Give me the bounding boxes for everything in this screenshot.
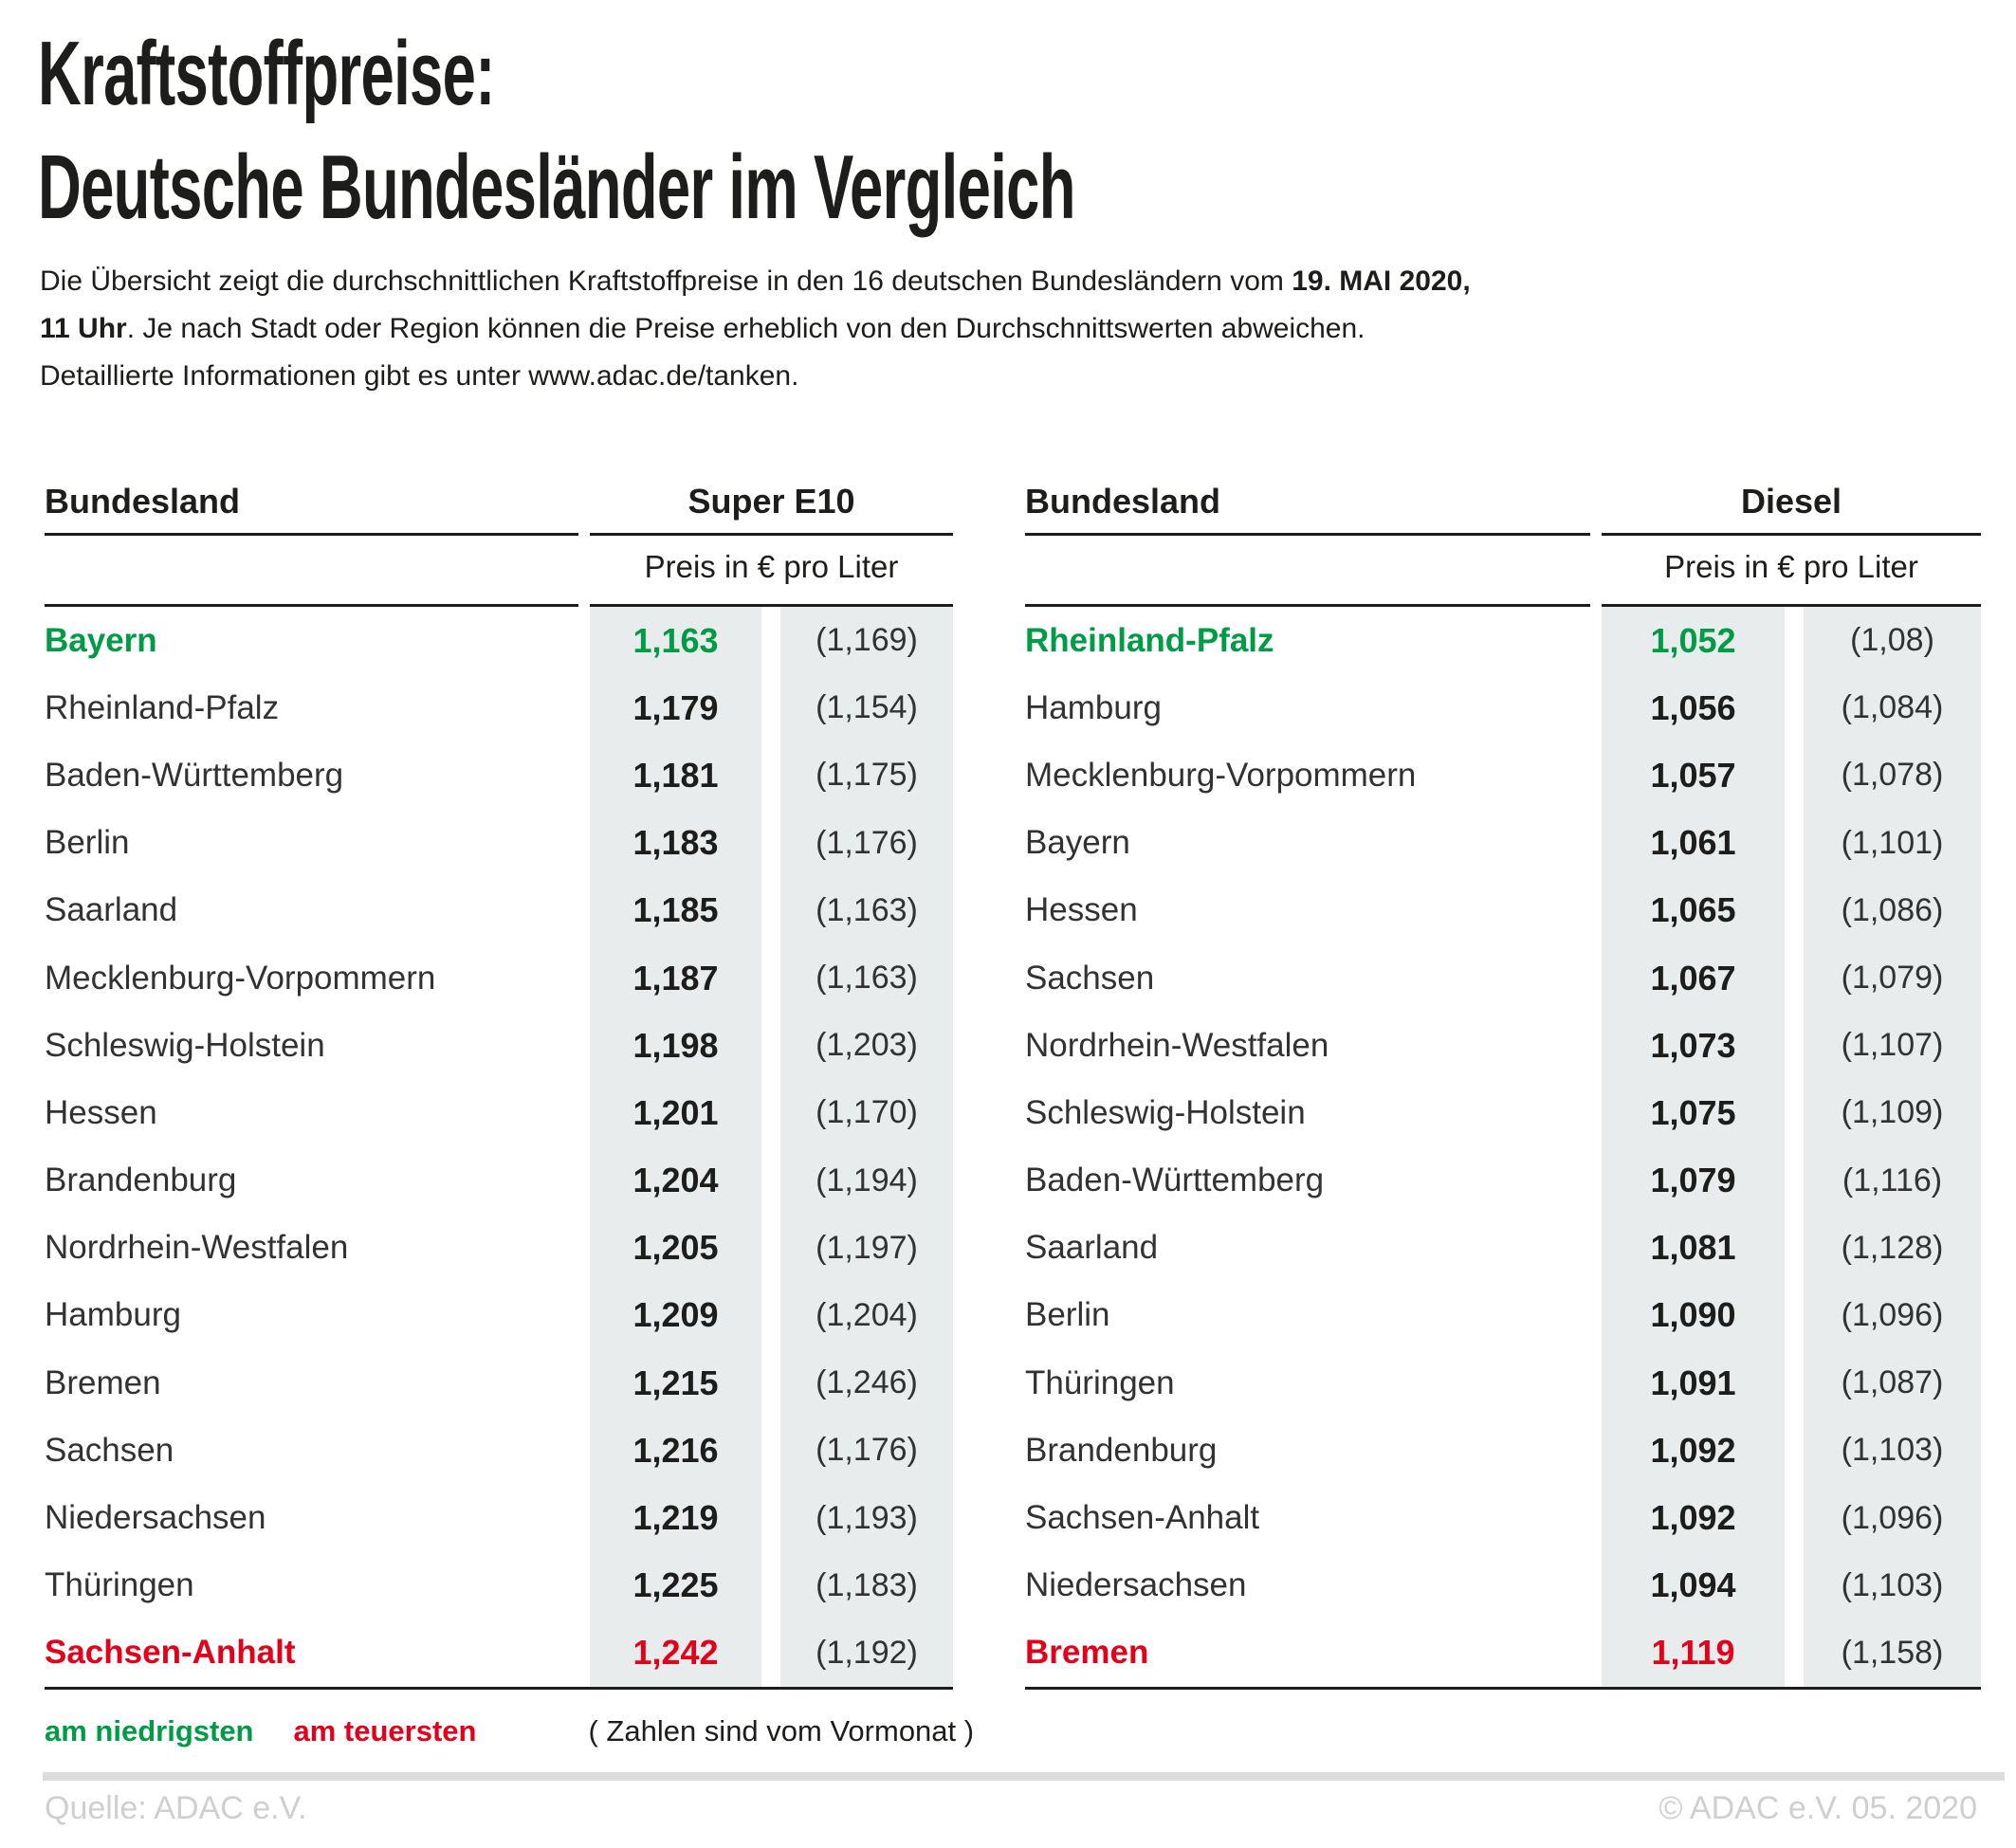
price-value: 1,075 bbox=[1602, 1079, 1785, 1146]
price-unit-header-cell bbox=[590, 536, 953, 607]
column-gap bbox=[761, 1417, 780, 1484]
column-gap bbox=[761, 741, 780, 809]
column-gap bbox=[1785, 1484, 1804, 1551]
previous-month-value: (1,107) bbox=[1804, 1012, 1981, 1079]
price-value: 1,225 bbox=[590, 1552, 761, 1619]
column-gap bbox=[761, 810, 780, 877]
previous-month-value: (1,103) bbox=[1804, 1552, 1981, 1619]
column-gap bbox=[1785, 1012, 1804, 1079]
table-row bbox=[45, 1417, 953, 1484]
price-value: 1,187 bbox=[590, 944, 761, 1012]
subheader-spacer bbox=[45, 536, 578, 607]
state-name: Mecklenburg-Vorpommern bbox=[1025, 756, 1417, 794]
table-row bbox=[45, 1147, 953, 1215]
state-name: Niedersachsen bbox=[45, 1499, 266, 1537]
subheader-spacer bbox=[1025, 536, 1590, 607]
price-value: 1,242 bbox=[590, 1619, 761, 1687]
state-name: Schleswig-Holstein bbox=[45, 1026, 325, 1064]
previous-month-value: (1,101) bbox=[1804, 810, 1981, 877]
copyright-text: © ADAC e.V. 05. 2020 bbox=[1659, 1790, 1977, 1826]
price-value: 1,091 bbox=[1602, 1349, 1785, 1417]
table-row bbox=[45, 810, 953, 877]
table-row bbox=[45, 1552, 953, 1619]
price-value: 1,201 bbox=[590, 1079, 761, 1146]
state-name: Berlin bbox=[45, 824, 130, 862]
table-row bbox=[45, 1349, 953, 1417]
legend-highest-label: am teuersten bbox=[293, 1714, 477, 1747]
fuel-header-cell bbox=[590, 471, 953, 536]
previous-month-value: (1,163) bbox=[780, 944, 953, 1012]
state-name: Hessen bbox=[45, 1093, 157, 1131]
column-gap bbox=[1785, 1349, 1804, 1417]
price-unit-header-cell bbox=[1602, 536, 1981, 607]
price-value: 1,073 bbox=[1602, 1012, 1785, 1079]
price-value: 1,090 bbox=[1602, 1282, 1785, 1349]
state-name: Hamburg bbox=[45, 1296, 181, 1334]
table-row bbox=[1025, 741, 1981, 809]
previous-month-value: (1,08) bbox=[1804, 607, 1981, 674]
table-subheader-row bbox=[1025, 536, 1981, 607]
column-gap bbox=[761, 1215, 780, 1282]
column-gap bbox=[1785, 1282, 1804, 1349]
table-row bbox=[45, 944, 953, 1012]
table-row bbox=[1025, 944, 1981, 1012]
table-row bbox=[1025, 810, 1981, 877]
column-gap bbox=[1785, 877, 1804, 944]
price-value: 1,057 bbox=[1602, 741, 1785, 809]
previous-month-value: (1,193) bbox=[780, 1484, 953, 1551]
source-text: Quelle: ADAC e.V. bbox=[45, 1790, 307, 1826]
column-gap bbox=[761, 674, 780, 741]
table-row bbox=[1025, 1079, 1981, 1146]
price-unit-header: Preis in € pro Liter bbox=[1664, 549, 1918, 584]
table-row bbox=[1025, 1619, 1981, 1687]
table-subheader-row bbox=[45, 536, 953, 607]
previous-month-value: (1,086) bbox=[1804, 877, 1981, 944]
column-gap bbox=[1785, 1079, 1804, 1146]
previous-month-value: (1,109) bbox=[1804, 1079, 1981, 1146]
column-gap bbox=[1785, 607, 1804, 674]
table-row bbox=[45, 877, 953, 944]
state-name: Nordrhein-Westfalen bbox=[45, 1229, 349, 1267]
table-row bbox=[1025, 877, 1981, 944]
table-super-e10 bbox=[45, 471, 953, 1690]
table-row bbox=[45, 1215, 953, 1282]
state-name: Bremen bbox=[45, 1363, 161, 1401]
price-value: 1,067 bbox=[1602, 944, 1785, 1012]
column-gap bbox=[761, 1282, 780, 1349]
column-gap bbox=[761, 1349, 780, 1417]
price-value: 1,216 bbox=[590, 1417, 761, 1484]
price-value: 1,065 bbox=[1602, 877, 1785, 944]
price-value: 1,205 bbox=[590, 1215, 761, 1282]
table-header-row bbox=[45, 471, 953, 536]
table-row bbox=[1025, 1012, 1981, 1079]
previous-month-value: (1,203) bbox=[780, 1012, 953, 1079]
table-row bbox=[1025, 1417, 1981, 1484]
state-name: Brandenburg bbox=[1025, 1431, 1218, 1469]
column-gap bbox=[761, 1619, 780, 1687]
column-gap bbox=[761, 1012, 780, 1079]
bundesland-header: Bundesland bbox=[45, 482, 241, 521]
table-row bbox=[45, 741, 953, 809]
table-row bbox=[45, 674, 953, 741]
intro-line-2 bbox=[40, 305, 1471, 353]
price-value: 1,215 bbox=[590, 1349, 761, 1417]
price-value: 1,183 bbox=[590, 810, 761, 877]
previous-month-value: (1,096) bbox=[1804, 1484, 1981, 1551]
footer bbox=[45, 1790, 1977, 1827]
column-gap bbox=[761, 1147, 780, 1215]
state-name: Mecklenburg-Vorpommern bbox=[45, 959, 436, 997]
column-gap bbox=[761, 607, 780, 674]
state-name: Saarland bbox=[45, 891, 178, 929]
previous-month-value: (1,192) bbox=[780, 1619, 953, 1687]
state-name: Hessen bbox=[1025, 891, 1138, 929]
previous-month-value: (1,170) bbox=[780, 1079, 953, 1146]
table-row bbox=[1025, 1349, 1981, 1417]
state-name: Rheinland-Pfalz bbox=[1025, 621, 1274, 659]
column-gap bbox=[761, 1484, 780, 1551]
state-name: Baden-Württemberg bbox=[1025, 1162, 1325, 1199]
intro-url-text: Detaillierte Informationen gibt es unter www.adac.de/tanken. bbox=[40, 360, 799, 392]
state-name: Bayern bbox=[1025, 824, 1130, 862]
table-row bbox=[45, 1079, 953, 1146]
table-header-row bbox=[1025, 471, 1981, 536]
price-value: 1,079 bbox=[1602, 1147, 1785, 1215]
intro-text-regular: . Je nach Stadt oder Region können die Preise erheblich von den Durchschnittswerten abweichen. bbox=[126, 313, 1365, 344]
price-value: 1,204 bbox=[590, 1147, 761, 1215]
previous-month-value: (1,084) bbox=[1804, 674, 1981, 741]
state-name: Thüringen bbox=[1025, 1363, 1175, 1401]
intro-line-1 bbox=[40, 258, 1471, 305]
column-gap bbox=[1785, 810, 1804, 877]
state-name: Sachsen-Anhalt bbox=[45, 1634, 296, 1672]
table-row bbox=[1025, 674, 1981, 741]
table-row bbox=[45, 1282, 953, 1349]
previous-month-value: (1,078) bbox=[1804, 741, 1981, 809]
price-value: 1,219 bbox=[590, 1484, 761, 1551]
footer-divider-bar bbox=[43, 1772, 2005, 1781]
table-row bbox=[45, 1484, 953, 1551]
state-name: Bayern bbox=[45, 621, 157, 659]
state-name: Brandenburg bbox=[45, 1162, 237, 1199]
state-name: Bremen bbox=[1025, 1634, 1149, 1672]
price-value: 1,181 bbox=[590, 741, 761, 809]
intro-date-bold: 19. MAI 2020, bbox=[1292, 265, 1471, 297]
page-title bbox=[38, 17, 1609, 245]
column-gap bbox=[1785, 1552, 1804, 1619]
table-row bbox=[1025, 1147, 1981, 1215]
title-line-1: Kraftstoffpreise: bbox=[38, 23, 495, 124]
state-name: Sachsen-Anhalt bbox=[1025, 1499, 1260, 1537]
column-gap bbox=[761, 1079, 780, 1146]
price-value: 1,092 bbox=[1602, 1417, 1785, 1484]
table-diesel bbox=[1025, 471, 1981, 1690]
previous-month-value: (1,176) bbox=[780, 810, 953, 877]
previous-month-value: (1,079) bbox=[1804, 944, 1981, 1012]
bundesland-header-cell bbox=[1025, 471, 1590, 536]
price-value: 1,163 bbox=[590, 607, 761, 674]
intro-line-3 bbox=[40, 353, 1471, 400]
column-gap bbox=[1785, 1417, 1804, 1484]
price-value: 1,081 bbox=[1602, 1215, 1785, 1282]
table-row bbox=[45, 607, 953, 674]
previous-month-value: (1,128) bbox=[1804, 1215, 1981, 1282]
title-line-2: Deutsche Bundesländer im Vergleich bbox=[38, 137, 1075, 238]
state-name: Rheinland-Pfalz bbox=[45, 688, 280, 726]
intro-time-bold: 11 Uhr bbox=[40, 313, 127, 344]
previous-month-value: (1,183) bbox=[780, 1552, 953, 1619]
previous-month-value: (1,175) bbox=[780, 741, 953, 809]
column-gap bbox=[1785, 1147, 1804, 1215]
column-gap bbox=[1785, 1619, 1804, 1687]
table-row bbox=[1025, 607, 1981, 674]
state-name: Sachsen bbox=[45, 1431, 174, 1469]
price-unit-header: Preis in € pro Liter bbox=[644, 549, 899, 584]
price-value: 1,119 bbox=[1602, 1619, 1785, 1687]
fuel-header-cell bbox=[1602, 471, 1981, 536]
previous-month-value: (1,169) bbox=[780, 607, 953, 674]
previous-month-value: (1,204) bbox=[780, 1282, 953, 1349]
state-name: Berlin bbox=[1025, 1296, 1110, 1334]
table-body bbox=[45, 607, 953, 1690]
previous-month-value: (1,158) bbox=[1804, 1619, 1981, 1687]
column-gap bbox=[1785, 674, 1804, 741]
table-row bbox=[1025, 1552, 1981, 1619]
column-gap bbox=[1785, 1215, 1804, 1282]
price-value: 1,092 bbox=[1602, 1484, 1785, 1551]
table-body bbox=[1025, 607, 1981, 1690]
price-value: 1,061 bbox=[1602, 810, 1785, 877]
previous-month-value: (1,246) bbox=[780, 1349, 953, 1417]
price-value: 1,179 bbox=[590, 674, 761, 741]
bundesland-header-cell bbox=[45, 471, 578, 536]
table-row bbox=[45, 1012, 953, 1079]
legend bbox=[45, 1714, 974, 1748]
price-value: 1,198 bbox=[590, 1012, 761, 1079]
state-name: Hamburg bbox=[1025, 688, 1162, 726]
price-value: 1,094 bbox=[1602, 1552, 1785, 1619]
column-gap bbox=[761, 944, 780, 1012]
previous-month-value: (1,103) bbox=[1804, 1417, 1981, 1484]
previous-month-value: (1,163) bbox=[780, 877, 953, 944]
column-gap bbox=[761, 877, 780, 944]
previous-month-value: (1,176) bbox=[780, 1417, 953, 1484]
previous-month-value: (1,116) bbox=[1804, 1147, 1981, 1215]
price-value: 1,052 bbox=[1602, 607, 1785, 674]
intro-text bbox=[40, 258, 1471, 400]
fuel-header: Diesel bbox=[1740, 482, 1842, 521]
state-name: Saarland bbox=[1025, 1229, 1159, 1267]
bundesland-header: Bundesland bbox=[1025, 482, 1221, 521]
price-value: 1,056 bbox=[1602, 674, 1785, 741]
state-name: Schleswig-Holstein bbox=[1025, 1093, 1306, 1131]
previous-month-value: (1,154) bbox=[780, 674, 953, 741]
intro-text-regular: Die Übersicht zeigt die durchschnittlichen Kraftstoffpreise in den 16 deutschen Bundesländern vom bbox=[40, 265, 1292, 297]
previous-month-value: (1,197) bbox=[780, 1215, 953, 1282]
state-name: Sachsen bbox=[1025, 959, 1155, 997]
table-row bbox=[1025, 1215, 1981, 1282]
column-gap bbox=[1785, 944, 1804, 1012]
table-row bbox=[1025, 1484, 1981, 1551]
previous-month-value: (1,087) bbox=[1804, 1349, 1981, 1417]
column-gap bbox=[1785, 741, 1804, 809]
previous-month-value: (1,096) bbox=[1804, 1282, 1981, 1349]
table-row bbox=[45, 1619, 953, 1687]
table-row bbox=[1025, 1282, 1981, 1349]
price-value: 1,209 bbox=[590, 1282, 761, 1349]
state-name: Baden-Württemberg bbox=[45, 756, 344, 794]
state-name: Nordrhein-Westfalen bbox=[1025, 1026, 1329, 1064]
fuel-header: Super E10 bbox=[687, 482, 855, 521]
legend-note: ( Zahlen sind vom Vormonat ) bbox=[588, 1714, 975, 1747]
price-value: 1,185 bbox=[590, 877, 761, 944]
state-name: Thüringen bbox=[45, 1566, 194, 1604]
state-name: Niedersachsen bbox=[1025, 1566, 1247, 1604]
column-gap bbox=[761, 1552, 780, 1619]
legend-lowest-label: am niedrigsten bbox=[45, 1714, 254, 1747]
previous-month-value: (1,194) bbox=[780, 1147, 953, 1215]
